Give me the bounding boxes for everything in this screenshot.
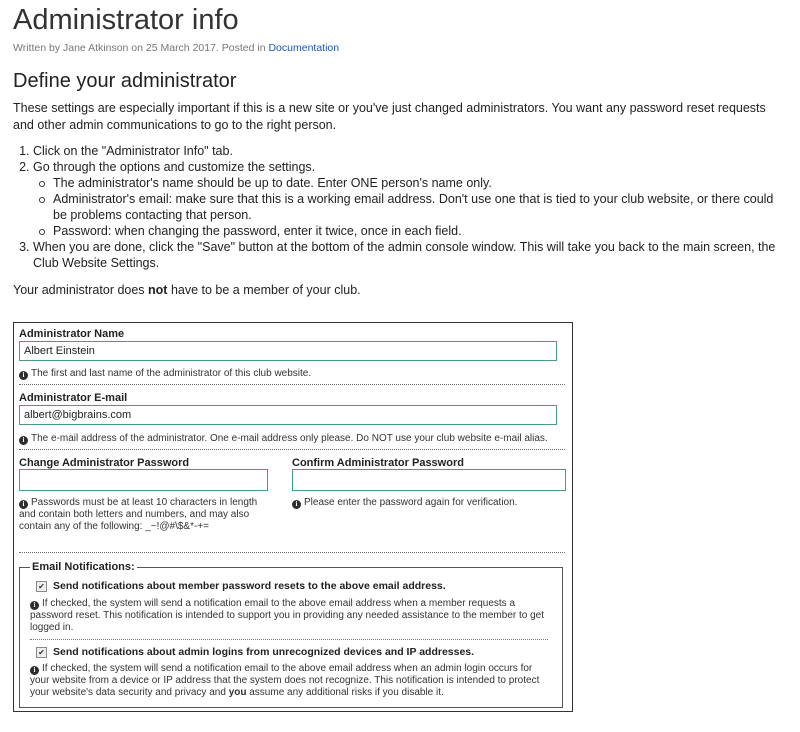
change-password-input[interactable] (19, 469, 268, 491)
notify-password-reset-label: Send notifications about member password resets to the above email address. (53, 580, 446, 592)
substep-item: Administrator's email: make sure that this is a working email address. Don't use one that is tied to your club website, or there could be problems contacting that person. (53, 191, 788, 223)
notify-password-reset-hint: i If checked, the system will send a notification email to the above email address when a member requests a password reset. This notification is intended to support you in providing any needed assistance to the member to get logged in. (30, 598, 545, 633)
page-title: Administrator info (13, 4, 239, 36)
notify-admin-login-hint: i If checked, the system will send a notification email to the above email address when an admin login occurs for your website from a device or IP address that the system does not recognize. This notification is intended to protect your website's data security and privacy and you assume any additional risks if you disable it. (30, 663, 540, 698)
confirm-password-label: Confirm Administrator Password (292, 457, 464, 469)
admin-info-form-screenshot (13, 322, 573, 712)
info-icon: i (30, 601, 39, 610)
info-icon: i (30, 666, 39, 675)
steps-list (13, 143, 788, 271)
info-icon: i (19, 371, 28, 380)
notify-password-reset-checkbox[interactable]: ✔ (36, 581, 47, 592)
article-meta: Written by Jane Atkinson on 25 March 2017. Posted in Documentation (13, 42, 340, 54)
divider (30, 639, 548, 640)
category-link[interactable]: Documentation (268, 42, 340, 54)
info-icon: i (292, 500, 301, 509)
admin-email-label: Administrator E-mail (19, 392, 128, 404)
article (13, 0, 788, 297)
step-item: 2. Go through the options and customize the settings. The administrator's name should be up to date. Enter ONE person's name only. Administrator's email: make sure that this is a working email address. Don't use one that is tied to your club website, or there could be problems contacting that person. Password: when changing the password, enter it twice, once in each field. (33, 159, 788, 239)
change-password-label: Change Administrator Password (19, 457, 190, 469)
notify-admin-login-checkbox[interactable]: ✔ (36, 647, 47, 658)
admin-name-label: Administrator Name (19, 328, 125, 340)
member-note: Your administrator does not have to be a member of your club. (13, 283, 361, 297)
substeps-list (33, 175, 788, 239)
intro-paragraph: These settings are especially important if this is a new site or you've just changed administrators. You want any password reset requests and other admin communications to go to the right person. (13, 101, 766, 132)
admin-name-hint: i The first and last name of the administrator of this club website. (19, 368, 559, 380)
admin-email-input[interactable]: albert@bigbrains.com (19, 405, 557, 425)
info-icon: i (19, 436, 28, 445)
divider (19, 552, 565, 553)
divider (19, 384, 565, 385)
substep-item: Password: when changing the password, enter it twice, once in each field. (53, 223, 788, 239)
email-notifications-legend: Email Notifications: (32, 561, 135, 573)
password-hint: i Passwords must be at least 10 characters in length and contain both letters and numbers, and may also contain any of the following: _~!@#\$&*-+= (19, 497, 258, 532)
confirm-password-input[interactable] (292, 469, 566, 491)
notify-admin-login-label: Send notifications about admin logins from unrecognized devices and IP addresses. (53, 646, 475, 658)
substep-item: The administrator's name should be up to date. Enter ONE person's name only. (53, 175, 788, 191)
admin-name-input[interactable]: Albert Einstein (19, 341, 557, 361)
info-icon: i (19, 500, 28, 509)
divider (19, 449, 565, 450)
confirm-password-hint: i Please enter the password again for verification. (292, 497, 562, 509)
admin-email-hint: i The e-mail address of the administrator. One e-mail address only please. Do NOT use your club website e-mail alias. (19, 433, 564, 445)
step-item: 3. When you are done, click the "Save" button at the bottom of the admin console window. This will take you back to the main screen, the Club Website Settings. (33, 239, 788, 271)
step-item: 1. Click on the "Administrator Info" tab. (33, 143, 788, 159)
section-heading: Define your administrator (13, 70, 237, 92)
email-notifications-group (19, 561, 563, 708)
